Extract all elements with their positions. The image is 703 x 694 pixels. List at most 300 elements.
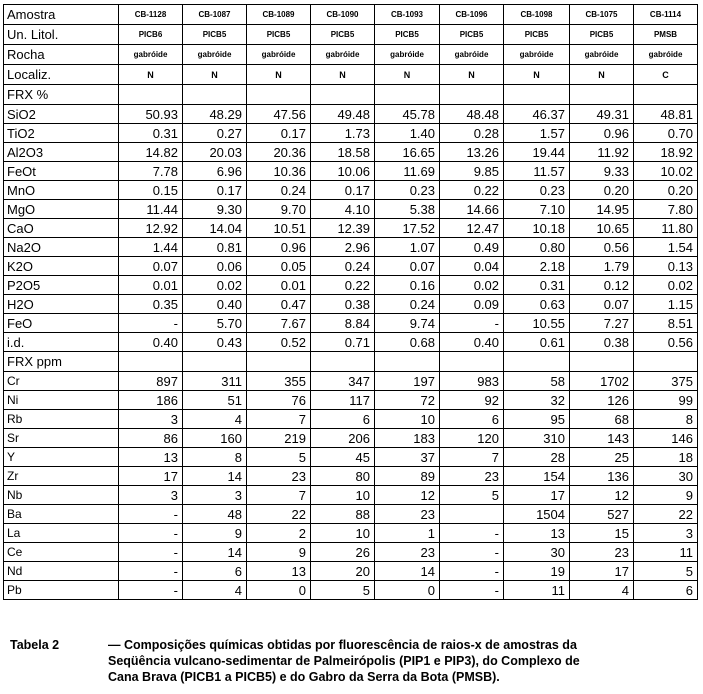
trace-element-label: Zr [4,467,119,486]
oxide-cell: 9.30 [183,200,247,219]
section-frx-percent-empty-cell [183,85,247,105]
location-cell: N [570,65,634,85]
oxide-cell: 0.28 [440,124,504,143]
section-frx-percent-label: FRX % [4,85,119,105]
oxide-cell: 0.20 [570,181,634,200]
oxide-cell: 47.56 [247,105,311,124]
geochemistry-table [3,4,698,600]
oxide-cell: 0.17 [183,181,247,200]
oxide-cell: - [440,314,504,333]
trace-element-cell: 7 [247,410,311,429]
trace-element-label: Pb [4,581,119,600]
rock-type-cell: gabróide [119,45,183,65]
oxide-cell: 0.22 [440,181,504,200]
oxide-cell: 0.12 [570,276,634,295]
trace-element-cell: 30 [634,467,698,486]
trace-element-cell: 14 [183,467,247,486]
trace-element-cell: 897 [119,372,183,391]
trace-element-cell: 17 [119,467,183,486]
oxide-cell: 0.35 [119,295,183,314]
oxide-cell: 0.24 [311,257,375,276]
oxide-cell: 0.81 [183,238,247,257]
lithologic-unit-cell: PICB6 [119,25,183,45]
trace-element-cell: 11 [634,543,698,562]
oxide-row [4,124,698,143]
section-frx-ppm-empty-cell [247,352,311,372]
location-row [4,65,698,85]
trace-element-cell: 6 [311,410,375,429]
location-cell: N [247,65,311,85]
trace-element-cell: 23 [375,505,440,524]
trace-element-cell: 9 [183,524,247,543]
oxide-cell: 0.52 [247,333,311,352]
oxide-cell: 0.40 [183,295,247,314]
trace-element-cell: 146 [634,429,698,448]
trace-element-cell: 8 [634,410,698,429]
trace-element-cell: 88 [311,505,375,524]
oxide-label: SiO2 [4,105,119,124]
trace-element-cell: 13 [119,448,183,467]
rock-type-cell: gabróide [504,45,570,65]
trace-element-row [4,486,698,505]
oxide-cell: 0.38 [311,295,375,314]
section-frx-ppm-empty-cell [311,352,375,372]
trace-element-cell: 17 [504,486,570,505]
oxide-cell: 7.10 [504,200,570,219]
oxide-label: MgO [4,200,119,219]
oxide-cell: 0.23 [375,181,440,200]
trace-element-cell: 23 [375,543,440,562]
oxide-cell: 9.70 [247,200,311,219]
oxide-cell: 8.84 [311,314,375,333]
oxide-cell: 45.78 [375,105,440,124]
oxide-cell: 11.57 [504,162,570,181]
oxide-cell: 0.07 [375,257,440,276]
lithologic-unit-cell: PICB5 [440,25,504,45]
rock-type-row [4,45,698,65]
trace-element-row [4,562,698,581]
oxide-cell: 0.06 [183,257,247,276]
rock-type-cell: gabróide [570,45,634,65]
oxide-cell: 0.09 [440,295,504,314]
oxide-cell: 11.44 [119,200,183,219]
trace-element-cell: 375 [634,372,698,391]
oxide-row [4,162,698,181]
sample-id-label: Amostra [4,5,119,25]
rock-type-cell: gabróide [634,45,698,65]
oxide-cell: 12.47 [440,219,504,238]
trace-element-cell: 30 [504,543,570,562]
oxide-row [4,238,698,257]
section-frx-ppm-row [4,352,698,372]
trace-element-row [4,505,698,524]
oxide-row [4,276,698,295]
trace-element-cell: 51 [183,391,247,410]
sample-id-cell: CB-1128 [119,5,183,25]
trace-element-cell: 15 [570,524,634,543]
section-frx-percent-empty-cell [375,85,440,105]
oxide-cell: 11.69 [375,162,440,181]
oxide-row [4,333,698,352]
trace-element-label: Ba [4,505,119,524]
oxide-cell: 13.26 [440,143,504,162]
oxide-cell: 0.56 [570,238,634,257]
trace-element-cell: 7 [247,486,311,505]
trace-element-label: Y [4,448,119,467]
oxide-cell: 0.01 [119,276,183,295]
trace-element-row [4,448,698,467]
trace-element-cell: 10 [311,524,375,543]
oxide-cell: 20.03 [183,143,247,162]
trace-element-cell: 9 [634,486,698,505]
trace-element-label: Nb [4,486,119,505]
caption-line-1: — Composições químicas obtidas por fluorescência de raios-x de amostras da [108,638,577,652]
trace-element-row [4,467,698,486]
oxide-cell: 8.51 [634,314,698,333]
trace-element-row [4,429,698,448]
oxide-cell: 0.24 [375,295,440,314]
lithologic-unit-row [4,25,698,45]
trace-element-cell: 4 [183,581,247,600]
oxide-cell: 50.93 [119,105,183,124]
oxide-cell: 7.80 [634,200,698,219]
oxide-cell: 7.27 [570,314,634,333]
trace-element-cell: 143 [570,429,634,448]
oxide-cell: 0.27 [183,124,247,143]
lithologic-unit-cell: PICB5 [570,25,634,45]
oxide-cell: 48.48 [440,105,504,124]
trace-element-label: Rb [4,410,119,429]
oxide-cell: 0.47 [247,295,311,314]
trace-element-cell: - [119,543,183,562]
oxide-cell: 9.74 [375,314,440,333]
section-frx-percent-empty-cell [440,85,504,105]
oxide-cell: 0.40 [440,333,504,352]
trace-element-cell: 6 [440,410,504,429]
trace-element-cell: 89 [375,467,440,486]
trace-element-cell: 5 [440,486,504,505]
oxide-cell: 1.07 [375,238,440,257]
trace-element-row [4,410,698,429]
oxide-cell: 20.36 [247,143,311,162]
trace-element-cell: 3 [119,486,183,505]
trace-element-cell: 10 [311,486,375,505]
trace-element-cell: - [440,524,504,543]
section-frx-percent-empty-cell [247,85,311,105]
trace-element-cell: 2 [247,524,311,543]
oxide-cell: 0.07 [119,257,183,276]
oxide-row [4,143,698,162]
oxide-cell: 48.29 [183,105,247,124]
trace-element-cell: 19 [504,562,570,581]
oxide-cell: 10.36 [247,162,311,181]
oxide-label: Na2O [4,238,119,257]
trace-element-label: La [4,524,119,543]
oxide-cell: 0.22 [311,276,375,295]
trace-element-cell: 4 [570,581,634,600]
sample-id-cell: CB-1089 [247,5,311,25]
trace-element-cell: 1 [375,524,440,543]
oxide-cell: 9.33 [570,162,634,181]
oxide-cell: 14.66 [440,200,504,219]
trace-element-cell: 6 [183,562,247,581]
oxide-cell: 0.02 [634,276,698,295]
oxide-cell: 10.55 [504,314,570,333]
trace-element-cell: - [119,581,183,600]
location-cell: N [183,65,247,85]
oxide-cell: 16.65 [375,143,440,162]
oxide-cell: 0.04 [440,257,504,276]
section-frx-percent-empty-cell [504,85,570,105]
oxide-cell: 0.15 [119,181,183,200]
oxide-row [4,219,698,238]
oxide-cell: 0.40 [119,333,183,352]
trace-element-cell: 117 [311,391,375,410]
oxide-cell: 12.92 [119,219,183,238]
oxide-cell: 0.31 [504,276,570,295]
lithologic-unit-cell: PICB5 [311,25,375,45]
section-frx-ppm-empty-cell [440,352,504,372]
trace-element-cell: 13 [504,524,570,543]
oxide-cell: 5.70 [183,314,247,333]
trace-element-cell: 28 [504,448,570,467]
oxide-cell: 1.40 [375,124,440,143]
rock-type-label: Rocha [4,45,119,65]
oxide-cell: 14.95 [570,200,634,219]
trace-element-cell: 22 [634,505,698,524]
trace-element-cell: 72 [375,391,440,410]
oxide-cell: 18.92 [634,143,698,162]
trace-element-cell: 527 [570,505,634,524]
oxide-cell: 10.02 [634,162,698,181]
trace-element-cell: 86 [119,429,183,448]
section-frx-percent-empty-cell [634,85,698,105]
oxide-cell: 14.82 [119,143,183,162]
trace-element-cell: 80 [311,467,375,486]
trace-element-cell: 13 [247,562,311,581]
oxide-cell: - [119,314,183,333]
oxide-label: Al2O3 [4,143,119,162]
oxide-cell: 0.68 [375,333,440,352]
oxide-cell: 1.54 [634,238,698,257]
trace-element-cell: 14 [183,543,247,562]
section-frx-ppm-empty-cell [504,352,570,372]
trace-element-cell: 95 [504,410,570,429]
trace-element-cell: 1702 [570,372,634,391]
sample-id-cell: CB-1114 [634,5,698,25]
trace-element-cell: 25 [570,448,634,467]
oxide-cell: 0.17 [311,181,375,200]
sample-id-row [4,5,698,25]
oxide-cell: 0.43 [183,333,247,352]
oxide-cell: 0.49 [440,238,504,257]
trace-element-cell: 12 [375,486,440,505]
rock-type-cell: gabróide [440,45,504,65]
oxide-cell: 0.96 [247,238,311,257]
oxide-row [4,181,698,200]
trace-element-cell: 183 [375,429,440,448]
oxide-cell: 5.38 [375,200,440,219]
oxide-cell: 18.58 [311,143,375,162]
oxide-cell: 7.67 [247,314,311,333]
oxide-cell: 11.80 [634,219,698,238]
oxide-row [4,257,698,276]
oxide-cell: 0.56 [634,333,698,352]
oxide-label: i.d. [4,333,119,352]
trace-element-cell: 23 [247,467,311,486]
oxide-cell: 0.71 [311,333,375,352]
section-frx-ppm-label: FRX ppm [4,352,119,372]
oxide-cell: 0.01 [247,276,311,295]
trace-element-cell: 5 [634,562,698,581]
oxide-cell: 0.17 [247,124,311,143]
trace-element-cell: 3 [183,486,247,505]
oxide-cell: 0.96 [570,124,634,143]
trace-element-cell: 0 [247,581,311,600]
oxide-cell: 0.13 [634,257,698,276]
oxide-cell: 0.38 [570,333,634,352]
trace-element-cell: 68 [570,410,634,429]
trace-element-label: Sr [4,429,119,448]
sample-id-cell: CB-1098 [504,5,570,25]
oxide-row [4,200,698,219]
oxide-cell: 4.10 [311,200,375,219]
trace-element-cell: 4 [183,410,247,429]
trace-element-cell: 12 [570,486,634,505]
trace-element-cell: 6 [634,581,698,600]
location-cell: C [634,65,698,85]
oxide-cell: 0.63 [504,295,570,314]
oxide-cell: 0.16 [375,276,440,295]
sample-id-cell: CB-1090 [311,5,375,25]
oxide-label: CaO [4,219,119,238]
oxide-cell: 14.04 [183,219,247,238]
oxide-cell: 7.78 [119,162,183,181]
trace-element-cell: 23 [570,543,634,562]
sample-id-cell: CB-1096 [440,5,504,25]
section-frx-ppm-empty-cell [119,352,183,372]
trace-element-cell: 26 [311,543,375,562]
rock-type-cell: gabróide [247,45,311,65]
trace-element-cell: 10 [375,410,440,429]
oxide-cell: 1.57 [504,124,570,143]
oxide-cell: 10.06 [311,162,375,181]
oxide-cell: 0.24 [247,181,311,200]
section-frx-ppm-empty-cell [183,352,247,372]
trace-element-cell: 120 [440,429,504,448]
oxide-label: MnO [4,181,119,200]
trace-element-cell: 0 [375,581,440,600]
trace-element-cell: 99 [634,391,698,410]
oxide-label: P2O5 [4,276,119,295]
lithologic-unit-cell: PICB5 [375,25,440,45]
caption-line-3: Cana Brava (PICB1 a PICB5) e do Gabro da Serra da Bota (PMSB). [108,670,500,684]
location-cell: N [119,65,183,85]
trace-element-cell: 136 [570,467,634,486]
oxide-cell: 0.61 [504,333,570,352]
trace-element-cell: - [119,505,183,524]
section-frx-percent-empty-cell [311,85,375,105]
trace-element-cell: - [440,562,504,581]
trace-element-cell: 3 [634,524,698,543]
trace-element-cell: 206 [311,429,375,448]
trace-element-cell: 32 [504,391,570,410]
oxide-cell: 1.44 [119,238,183,257]
trace-element-cell: 20 [311,562,375,581]
caption-number: Tabela 2 [10,638,60,652]
oxide-cell: 1.79 [570,257,634,276]
oxide-cell: 0.31 [119,124,183,143]
section-frx-percent-row [4,85,698,105]
trace-element-cell: 48 [183,505,247,524]
oxide-cell: 10.51 [247,219,311,238]
trace-element-cell: 126 [570,391,634,410]
oxide-label: K2O [4,257,119,276]
oxide-cell: 0.02 [183,276,247,295]
trace-element-label: Nd [4,562,119,581]
lithologic-unit-cell: PICB5 [183,25,247,45]
trace-element-cell: 160 [183,429,247,448]
oxide-cell: 0.07 [570,295,634,314]
sample-id-cell: CB-1075 [570,5,634,25]
oxide-cell: 10.18 [504,219,570,238]
table-body [4,5,698,600]
trace-element-cell: - [119,524,183,543]
trace-element-row [4,581,698,600]
lithologic-unit-label: Un. Litol. [4,25,119,45]
trace-element-row [4,524,698,543]
trace-element-cell: 45 [311,448,375,467]
trace-element-cell: 8 [183,448,247,467]
oxide-cell: 0.05 [247,257,311,276]
oxide-label: TiO2 [4,124,119,143]
trace-element-cell: 23 [440,467,504,486]
trace-element-label: Ni [4,391,119,410]
trace-element-cell: 17 [570,562,634,581]
trace-element-cell: - [440,581,504,600]
oxide-cell: 48.81 [634,105,698,124]
oxide-cell: 10.65 [570,219,634,238]
trace-element-cell: 3 [119,410,183,429]
trace-element-cell: 186 [119,391,183,410]
trace-element-cell: 154 [504,467,570,486]
trace-element-label: Cr [4,372,119,391]
oxide-cell: 6.96 [183,162,247,181]
sample-id-cell: CB-1093 [375,5,440,25]
oxide-cell: 17.52 [375,219,440,238]
oxide-cell: 0.80 [504,238,570,257]
trace-element-cell: 311 [183,372,247,391]
oxide-cell: 0.02 [440,276,504,295]
trace-element-cell: 197 [375,372,440,391]
trace-element-cell: 76 [247,391,311,410]
trace-element-cell [440,505,504,524]
oxide-row [4,295,698,314]
section-frx-ppm-empty-cell [375,352,440,372]
oxide-cell: 12.39 [311,219,375,238]
location-cell: N [440,65,504,85]
trace-element-cell: 37 [375,448,440,467]
lithologic-unit-cell: PMSB [634,25,698,45]
lithologic-unit-cell: PICB5 [247,25,311,45]
trace-element-cell: 219 [247,429,311,448]
section-frx-ppm-empty-cell [634,352,698,372]
trace-element-cell: 355 [247,372,311,391]
section-frx-percent-empty-cell [119,85,183,105]
oxide-cell: 9.85 [440,162,504,181]
oxide-label: H2O [4,295,119,314]
oxide-cell: 0.20 [634,181,698,200]
